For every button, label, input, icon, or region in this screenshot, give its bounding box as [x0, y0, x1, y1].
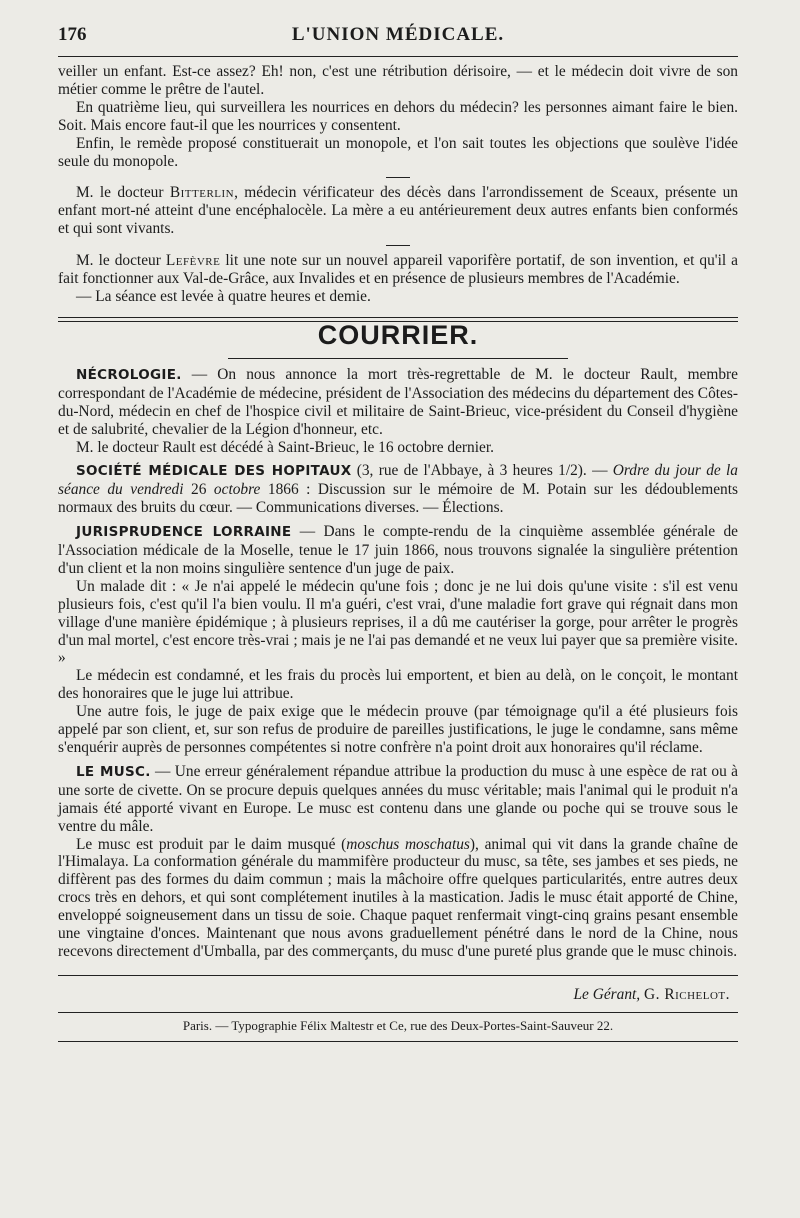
- paragraph: veiller un enfant. Est-ce assez? Eh! non, c'est une rétribution dérisoire, — et le médecin doit vivre de son métier comme le prêtre de l'autel.: [58, 63, 738, 98]
- journal-title: L'UNION MÉDICALE.: [291, 24, 505, 45]
- text: — On nous annonce la mort très-regrettable de M. le docteur Rault, membre correspondant de l'Académie de médecine, président de l'Association des médecins du département des Côtes-du-Nord, médecin en chef de l'hospice civil et militaire de Saint-Brieuc, vice-président du Conseil d'hygiène et de salubrité, chevalier de la Légion d'honneur, etc.: [58, 365, 738, 438]
- paragraph: M. le docteur Rault est décédé à Saint-Brieuc, le 16 octobre dernier.: [76, 438, 494, 456]
- text: 1866 : Discussion sur le mémoire de M. Potain sur les dédoublements normaux des bruits du cœur. — Communications diverses. — Élections.: [58, 481, 738, 517]
- separator: [386, 245, 410, 246]
- header-rule: [58, 56, 738, 57]
- text: octobre: [213, 481, 261, 499]
- text: — Dans le compte-rendu de la cinquième assemblée générale de l'Association médicale de la Moselle, tenue le 17 juin 1866, nous trouvons signalée la singulière prétention d'un client et la non moins singulière sentence d'un juge de paix.: [58, 523, 738, 577]
- paragraph-lefevre: [58, 252, 738, 288]
- separator: [386, 177, 410, 178]
- text: Ordre du jour de la séance du vendredi: [58, 462, 738, 499]
- text: M. le docteur: [76, 252, 166, 270]
- heading-underline: [228, 358, 568, 359]
- text: 26: [183, 481, 214, 499]
- jurisprudence-item: [58, 523, 738, 578]
- item-lead: NÉCROLOGIE.: [76, 366, 182, 383]
- paragraph: Enfin, le remède proposé constituerait un monopole, et l'on sait toutes les objections que soulève l'idée seule du monopole.: [58, 134, 738, 170]
- item-lead: SOCIÉTÉ MÉDICALE DES HOPITAUX: [76, 463, 352, 480]
- article-body: [58, 63, 738, 1042]
- section-title: COURRIER.: [317, 319, 479, 350]
- text: G. Richelot.: [644, 985, 730, 1003]
- paragraph: [58, 836, 738, 961]
- paragraph: Une autre fois, le juge de paix exige que le médecin prouve (par témoignage qu'il a été plusieurs fois appelé par son client, et, sur son refus de produire de pareilles justifications, le juge le condamne, sans même s'enquérir auprès de personnes compétentes si notre confrère n'a point droit aux honoraires qu'il réclame.: [58, 703, 738, 756]
- page-number: 176: [58, 24, 87, 45]
- text: (3, rue de l'Abbaye, à 3 heures 1/2). —: [351, 462, 613, 480]
- footer-rule: [58, 1012, 738, 1013]
- paragraph: Le médecin est condamné, et les frais du procès lui emportent, et bien au delà, on le conçoit, le montant des honoraires que le juge lui attribue.: [58, 667, 738, 703]
- musc-item: [58, 763, 738, 836]
- item-lead: LE MUSC.: [76, 763, 151, 780]
- paragraph: — La séance est levée à quatre heures et demie.: [76, 287, 371, 305]
- footer-rule: [58, 1041, 738, 1042]
- doctor-name: Bitterlin: [169, 184, 235, 202]
- text: , médecin vérificateur des décès dans l'arrondissement de Sceaux, présente un enfant mort-né atteint d'une encéphalocèle. La mère a eu antérieurement deux autres enfants bien conformés et qui sont vivants.: [58, 184, 738, 238]
- text: M. le docteur: [76, 184, 170, 202]
- imprint-line: Paris. — Typographie Félix Maltestr et Ce, rue des Deux-Portes-Saint-Sauveur 22.: [182, 1017, 614, 1033]
- text: lit une note sur un nouvel appareil vaporifère portatif, de son invention, et qu'il a fait fonctionner aux Val-de-Grâce, aux Invalides et en présence de plusieurs membres de l'Académie.: [58, 252, 738, 288]
- necrologie-item: [58, 366, 738, 439]
- page-header: [58, 24, 738, 46]
- text: Le musc est produit par le daim musqué (: [76, 835, 347, 853]
- text: moschus moschatus: [346, 835, 470, 853]
- text: Le Gérant,: [573, 985, 641, 1003]
- item-lead: JURISPRUDENCE LORRAINE: [76, 524, 292, 541]
- doctor-name: Lefèvre: [165, 252, 221, 270]
- text: ), animal qui vit dans la grande chaîne de l'Himalaya. La conformation générale du mammifère producteur du musc, sa tête, ses jambes et ses pieds, ne diffèrent pas des formes du daim commun ; mais la mâchoire offre quelques particularités, entre autres deux crocs très en dehors, et qui sont complétement inutiles à la mastication. Jadis le musc était apporté de Chine, enveloppé soigneusement dans un tissu de soie. Chaque paquet renfermait vingt-cinq grains pesant ensemble une vingtaine d'onces. Maintenant que nous avons graduellement pénétré dans le nord de la Chine, nous recevons directement d'Umballa, par des commerçants, du musc d'une pureté plus grande que le musc chinois.: [58, 835, 738, 960]
- societe-item: [58, 462, 738, 517]
- text: — Une erreur généralement répandue attribue la production du musc à une espèce de rat ou à une sorte de civette. On se procure depuis quelques années du musc véritable; mais l'animal qui le produit n'a jamais été apporté vivant en Europe. Le musc est contenu dans une glande ou poche qui se trouve sous le ventre du mâle.: [58, 762, 738, 835]
- footer-rule: [58, 975, 738, 976]
- paragraph-bitterlin: [58, 184, 738, 238]
- gerant-signature: [58, 986, 738, 1004]
- courier-heading: [58, 319, 738, 366]
- paragraph: En quatrième lieu, qui surveillera les nourrices en dehors du médecin? les personnes aimant faire le bien. Soit. Mais encore faut-il que les nourrices y consentent.: [58, 98, 738, 134]
- paragraph: Un malade dit : « Je n'ai appelé le médecin qu'une fois ; donc je ne lui dois qu'une visite : s'il est venu plusieurs fois, c'est qu'il l'a bien voulu. Il m'a guéri, c'est vrai, d'une maladie fort grave qui régnait dans mon village d'une manière épidémique ; à plusieurs reprises, il a dû me cautériser la gorge, pour arrêter le progrès d'un mal mortel, c'est encore très-vrai ; mais je ne l'ai pas demandé et ne veux lui payer que sa première visite. »: [58, 577, 738, 667]
